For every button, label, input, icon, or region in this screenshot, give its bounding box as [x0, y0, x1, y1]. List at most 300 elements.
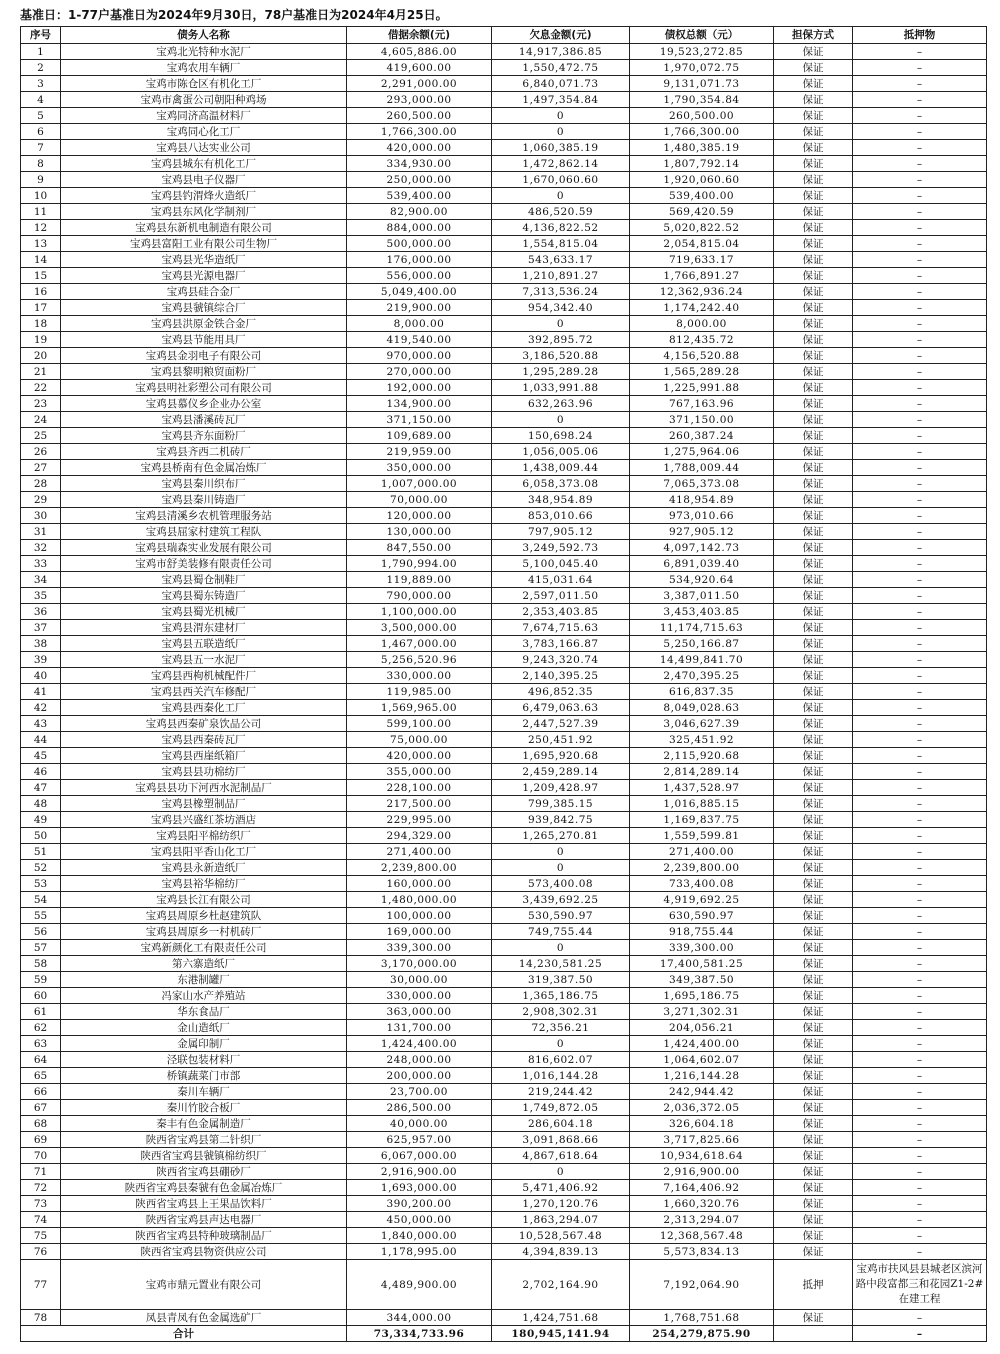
total-claim: 5,573,834.13	[630, 1244, 774, 1260]
interest-owed: 1,210,891.27	[492, 268, 630, 284]
total-claim: 339,300.00	[630, 940, 774, 956]
row-index: 26	[21, 444, 61, 460]
guarantee-method: 保证	[774, 636, 853, 652]
row-index: 37	[21, 620, 61, 636]
guarantee-method: 保证	[774, 444, 853, 460]
total-claim: 534,920.64	[630, 572, 774, 588]
interest-owed: 2,459,289.14	[492, 764, 630, 780]
table-row	[21, 332, 987, 348]
row-index: 10	[21, 188, 61, 204]
table-row	[21, 1260, 987, 1310]
table-row	[21, 1310, 987, 1326]
loan-balance: 219,900.00	[347, 300, 492, 316]
table-row	[21, 172, 987, 188]
debtor-name: 金属印制厂	[61, 1036, 347, 1052]
collateral: –	[853, 60, 987, 76]
debtor-name: 宝鸡县长江有限公司	[61, 892, 347, 908]
debtor-name: 宝鸡市舒美装修有限责任公司	[61, 556, 347, 572]
debtor-name: 宝鸡农用车辆厂	[61, 60, 347, 76]
table-row	[21, 1100, 987, 1116]
guarantee-method: 保证	[774, 92, 853, 108]
total-claim: 1,766,891.27	[630, 268, 774, 284]
table-row	[21, 844, 987, 860]
guarantee-method: 保证	[774, 508, 853, 524]
collateral: –	[853, 188, 987, 204]
collateral: –	[853, 1036, 987, 1052]
loan-balance: 500,000.00	[347, 236, 492, 252]
guarantee-method: 保证	[774, 748, 853, 764]
table-row	[21, 780, 987, 796]
debtor-name: 陕西省宝鸡县秦虢有色金属冶炼厂	[61, 1180, 347, 1196]
table-row	[21, 204, 987, 220]
debtor-name: 宝鸡县屈家村建筑工程队	[61, 524, 347, 540]
row-index: 32	[21, 540, 61, 556]
debtor-name: 宝鸡市禽蛋公司朝阳种鸡场	[61, 92, 347, 108]
table-row	[21, 572, 987, 588]
debtor-name: 泾联包装材料厂	[61, 1052, 347, 1068]
debtor-name: 宝鸡县西枸机械配件厂	[61, 668, 347, 684]
total-claim: 1,424,400.00	[630, 1036, 774, 1052]
total-claim: 7,192,064.90	[630, 1260, 774, 1310]
debtor-name: 宝鸡县渭东建材厂	[61, 620, 347, 636]
debtor-name: 宝鸡县裕华棉纺厂	[61, 876, 347, 892]
collateral: –	[853, 252, 987, 268]
total-claim: 1,920,060.60	[630, 172, 774, 188]
table-row	[21, 684, 987, 700]
collateral: –	[853, 908, 987, 924]
guarantee-method: 保证	[774, 412, 853, 428]
table-row	[21, 188, 987, 204]
debtor-name: 陕西省宝鸡县特种玻璃制品厂	[61, 1228, 347, 1244]
guarantee-method: 保证	[774, 988, 853, 1004]
row-index: 40	[21, 668, 61, 684]
collateral: –	[853, 124, 987, 140]
basis-date-note: 基准日：1-77户基准日为2024年9月30日，78户基准日为2024年4月25日。	[20, 8, 448, 22]
guarantee-method: 保证	[774, 1164, 853, 1180]
table-row	[21, 380, 987, 396]
guarantee-method: 保证	[774, 236, 853, 252]
interest-owed: 496,852.35	[492, 684, 630, 700]
guarantee-method: 保证	[774, 300, 853, 316]
total-claim: 8,000.00	[630, 316, 774, 332]
interest-owed: 1,695,920.68	[492, 748, 630, 764]
loan-balance: 23,700.00	[347, 1084, 492, 1100]
guarantee-method: 保证	[774, 540, 853, 556]
guarantee-method: 保证	[774, 156, 853, 172]
total-claim: 812,435.72	[630, 332, 774, 348]
total-claim: 1,064,602.07	[630, 1052, 774, 1068]
interest-owed: 2,447,527.39	[492, 716, 630, 732]
interest-owed: 1,016,144.28	[492, 1068, 630, 1084]
table-row	[21, 492, 987, 508]
table-row	[21, 444, 987, 460]
total-claim: 242,944.42	[630, 1084, 774, 1100]
loan-balance: 344,000.00	[347, 1310, 492, 1326]
table-row	[21, 1148, 987, 1164]
debtor-name: 陕西省宝鸡县硼砂厂	[61, 1164, 347, 1180]
table-row	[21, 508, 987, 524]
collateral: –	[853, 44, 987, 60]
collateral: –	[853, 732, 987, 748]
total-claim: 918,755.44	[630, 924, 774, 940]
guarantee-method: 保证	[774, 268, 853, 284]
loan-balance: 271,400.00	[347, 844, 492, 860]
row-index: 71	[21, 1164, 61, 1180]
loan-balance: 790,000.00	[347, 588, 492, 604]
row-index: 73	[21, 1196, 61, 1212]
loan-balance: 330,000.00	[347, 988, 492, 1004]
debtor-name: 东港制罐厂	[61, 972, 347, 988]
table-row	[21, 412, 987, 428]
debtor-name: 陕西省宝鸡县虢镇棉纺织厂	[61, 1148, 347, 1164]
row-index: 16	[21, 284, 61, 300]
row-index: 57	[21, 940, 61, 956]
total-claim: 1,225,991.88	[630, 380, 774, 396]
row-index: 36	[21, 604, 61, 620]
debt-table	[20, 26, 987, 1342]
table-row	[21, 76, 987, 92]
interest-owed: 1,550,472.75	[492, 60, 630, 76]
debtor-name: 华东食品厂	[61, 1004, 347, 1020]
collateral: –	[853, 1148, 987, 1164]
total-claim: 1,970,072.75	[630, 60, 774, 76]
guarantee-method: 保证	[774, 860, 853, 876]
guarantee-method: 保证	[774, 780, 853, 796]
guarantee-method: 保证	[774, 44, 853, 60]
debtor-name: 宝鸡县电子仪器厂	[61, 172, 347, 188]
collateral: –	[853, 444, 987, 460]
interest-owed: 286,604.18	[492, 1116, 630, 1132]
debtor-name: 宝鸡北光特种水泥厂	[61, 44, 347, 60]
loan-balance: 1,569,965.00	[347, 700, 492, 716]
interest-owed: 1,270,120.76	[492, 1196, 630, 1212]
table-row	[21, 716, 987, 732]
row-index: 27	[21, 460, 61, 476]
row-index: 7	[21, 140, 61, 156]
collateral: –	[853, 76, 987, 92]
collateral: –	[853, 700, 987, 716]
debtor-name: 宝鸡新颜化工有限责任公司	[61, 940, 347, 956]
row-index: 17	[21, 300, 61, 316]
total-claim: 1,807,792.14	[630, 156, 774, 172]
row-index: 65	[21, 1068, 61, 1084]
debtor-name: 宝鸡县秦川铸造厂	[61, 492, 347, 508]
interest-owed: 415,031.64	[492, 572, 630, 588]
collateral: –	[853, 1212, 987, 1228]
total-label: 合计	[21, 1326, 347, 1342]
loan-balance: 229,995.00	[347, 812, 492, 828]
total-claim: 1,016,885.15	[630, 796, 774, 812]
table-row	[21, 1196, 987, 1212]
table-row	[21, 892, 987, 908]
loan-balance: 1,480,000.00	[347, 892, 492, 908]
total-claim: 6,891,039.40	[630, 556, 774, 572]
table-row	[21, 908, 987, 924]
total-claim: 349,387.50	[630, 972, 774, 988]
interest-owed: 1,209,428.97	[492, 780, 630, 796]
row-index: 11	[21, 204, 61, 220]
loan-balance: 160,000.00	[347, 876, 492, 892]
collateral: –	[853, 476, 987, 492]
total-claim: 1,660,320.76	[630, 1196, 774, 1212]
collateral: –	[853, 364, 987, 380]
total-loan-balance: 73,334,733.96	[347, 1326, 492, 1342]
collateral: –	[853, 172, 987, 188]
row-index: 31	[21, 524, 61, 540]
collateral: –	[853, 684, 987, 700]
interest-owed: 0	[492, 1164, 630, 1180]
interest-owed: 0	[492, 1036, 630, 1052]
header-debtor-name: 债务人名称	[61, 27, 347, 44]
guarantee-method: 保证	[774, 732, 853, 748]
collateral: –	[853, 1004, 987, 1020]
guarantee-method: 保证	[774, 172, 853, 188]
table-row	[21, 252, 987, 268]
row-index: 24	[21, 412, 61, 428]
total-claim: 7,164,406.92	[630, 1180, 774, 1196]
table-row	[21, 604, 987, 620]
debtor-name: 宝鸡县虢镇综合厂	[61, 300, 347, 316]
interest-owed: 3,439,692.25	[492, 892, 630, 908]
interest-owed: 219,244.42	[492, 1084, 630, 1100]
table-row	[21, 1228, 987, 1244]
table-row	[21, 556, 987, 572]
row-index: 4	[21, 92, 61, 108]
guarantee-method: 保证	[774, 876, 853, 892]
row-index: 30	[21, 508, 61, 524]
debtor-name: 陕西省宝鸡县声达电器厂	[61, 1212, 347, 1228]
table-row	[21, 124, 987, 140]
debtor-name: 宝鸡县光源电器厂	[61, 268, 347, 284]
collateral: –	[853, 284, 987, 300]
loan-balance: 5,049,400.00	[347, 284, 492, 300]
interest-owed: 3,249,592.73	[492, 540, 630, 556]
collateral: –	[853, 156, 987, 172]
row-index: 47	[21, 780, 61, 796]
guarantee-method: 保证	[774, 348, 853, 364]
row-index: 13	[21, 236, 61, 252]
debtor-name: 宝鸡县瑞森实业发展有限公司	[61, 540, 347, 556]
interest-owed: 14,230,581.25	[492, 956, 630, 972]
row-index: 51	[21, 844, 61, 860]
collateral: –	[853, 1116, 987, 1132]
table-row	[21, 956, 987, 972]
debtor-name: 桥镇蔬菜门市部	[61, 1068, 347, 1084]
interest-owed: 2,702,164.90	[492, 1260, 630, 1310]
row-index: 49	[21, 812, 61, 828]
total-claim: 2,115,920.68	[630, 748, 774, 764]
table-row	[21, 1084, 987, 1100]
guarantee-method: 保证	[774, 812, 853, 828]
loan-balance: 625,957.00	[347, 1132, 492, 1148]
loan-balance: 1,424,400.00	[347, 1036, 492, 1052]
guarantee-method: 保证	[774, 1310, 853, 1326]
collateral: –	[853, 508, 987, 524]
table-row	[21, 236, 987, 252]
table-row	[21, 1004, 987, 1020]
interest-owed: 2,908,302.31	[492, 1004, 630, 1020]
total-claim: 1,565,289.28	[630, 364, 774, 380]
loan-balance: 176,000.00	[347, 252, 492, 268]
guarantee-method: 保证	[774, 764, 853, 780]
row-index: 3	[21, 76, 61, 92]
collateral: –	[853, 924, 987, 940]
collateral: –	[853, 428, 987, 444]
interest-owed: 1,554,815.04	[492, 236, 630, 252]
guarantee-method: 保证	[774, 1004, 853, 1020]
debtor-name: 宝鸡县东新机电制造有限公司	[61, 220, 347, 236]
row-index: 35	[21, 588, 61, 604]
table-row	[21, 156, 987, 172]
interest-owed: 392,895.72	[492, 332, 630, 348]
row-index: 12	[21, 220, 61, 236]
guarantee-method: 保证	[774, 364, 853, 380]
interest-owed: 1,670,060.60	[492, 172, 630, 188]
row-index: 45	[21, 748, 61, 764]
total-claim: 1,216,144.28	[630, 1068, 774, 1084]
collateral: –	[853, 1228, 987, 1244]
loan-balance: 1,100,000.00	[347, 604, 492, 620]
table-row	[21, 924, 987, 940]
total-claim: 418,954.89	[630, 492, 774, 508]
row-index: 48	[21, 796, 61, 812]
guarantee-method: 保证	[774, 284, 853, 300]
guarantee-method: 保证	[774, 1148, 853, 1164]
interest-owed: 72,356.21	[492, 1020, 630, 1036]
collateral: –	[853, 1068, 987, 1084]
guarantee-method: 保证	[774, 908, 853, 924]
loan-balance: 1,693,000.00	[347, 1180, 492, 1196]
table-row	[21, 60, 987, 76]
interest-owed: 0	[492, 844, 630, 860]
loan-balance: 134,900.00	[347, 396, 492, 412]
guarantee-method: 保证	[774, 380, 853, 396]
loan-balance: 4,605,886.00	[347, 44, 492, 60]
row-index: 20	[21, 348, 61, 364]
loan-balance: 350,000.00	[347, 460, 492, 476]
row-index: 23	[21, 396, 61, 412]
table-row	[21, 364, 987, 380]
debtor-name: 宝鸡县秦川织布厂	[61, 476, 347, 492]
collateral: –	[853, 940, 987, 956]
debtor-name: 宝鸡县蜀仓制鞋厂	[61, 572, 347, 588]
row-index: 6	[21, 124, 61, 140]
debtor-name: 宝鸡县光华造纸厂	[61, 252, 347, 268]
interest-owed: 1,033,991.88	[492, 380, 630, 396]
table-row	[21, 860, 987, 876]
total-claim: 973,010.66	[630, 508, 774, 524]
guarantee-method: 保证	[774, 188, 853, 204]
interest-owed: 1,424,751.68	[492, 1310, 630, 1326]
debtor-name: 宝鸡县西关汽车修配厂	[61, 684, 347, 700]
total-claim: 3,271,302.31	[630, 1004, 774, 1020]
collateral: –	[853, 1052, 987, 1068]
guarantee-method: 保证	[774, 572, 853, 588]
row-index: 33	[21, 556, 61, 572]
interest-owed: 9,243,320.74	[492, 652, 630, 668]
table-row	[21, 300, 987, 316]
loan-balance: 330,000.00	[347, 668, 492, 684]
collateral: –	[853, 540, 987, 556]
debtor-name: 宝鸡县西秦砖瓦厂	[61, 732, 347, 748]
debtor-name: 宝鸡县永新造纸厂	[61, 860, 347, 876]
interest-owed: 1,749,872.05	[492, 1100, 630, 1116]
collateral: –	[853, 412, 987, 428]
debtor-name: 宝鸡县西秦化工厂	[61, 700, 347, 716]
debtor-name: 陕西省宝鸡县第二针织厂	[61, 1132, 347, 1148]
total-interest-owed: 180,945,141.94	[492, 1326, 630, 1342]
total-claim: 19,523,272.85	[630, 44, 774, 60]
loan-balance: 1,007,000.00	[347, 476, 492, 492]
header-interest-owed: 欠息金额(元)	[492, 27, 630, 44]
header-loan-balance: 借据余额(元)	[347, 27, 492, 44]
interest-owed: 2,140,395.25	[492, 668, 630, 684]
debtor-name: 宝鸡县钓渭烽火造纸厂	[61, 188, 347, 204]
guarantee-method: 保证	[774, 204, 853, 220]
collateral: –	[853, 1100, 987, 1116]
interest-owed: 1,265,270.81	[492, 828, 630, 844]
debtor-name: 宝鸡县橡塑制品厂	[61, 796, 347, 812]
interest-owed: 2,597,011.50	[492, 588, 630, 604]
loan-balance: 228,100.00	[347, 780, 492, 796]
table-row	[21, 540, 987, 556]
collateral: –	[853, 892, 987, 908]
total-claim: 2,313,294.07	[630, 1212, 774, 1228]
interest-owed: 1,497,354.84	[492, 92, 630, 108]
interest-owed: 1,060,385.19	[492, 140, 630, 156]
total-claim: 271,400.00	[630, 844, 774, 860]
interest-owed: 14,917,386.85	[492, 44, 630, 60]
collateral: –	[853, 572, 987, 588]
guarantee-method: 保证	[774, 828, 853, 844]
loan-balance: 75,000.00	[347, 732, 492, 748]
guarantee-method: 保证	[774, 716, 853, 732]
interest-owed: 4,867,618.64	[492, 1148, 630, 1164]
guarantee-method: 保证	[774, 924, 853, 940]
total-claim: 1,174,242.40	[630, 300, 774, 316]
row-index: 64	[21, 1052, 61, 1068]
row-index: 44	[21, 732, 61, 748]
row-index: 66	[21, 1084, 61, 1100]
row-index: 56	[21, 924, 61, 940]
debtor-name: 宝鸡县蜀东铸造厂	[61, 588, 347, 604]
total-claim: 4,919,692.25	[630, 892, 774, 908]
row-index: 72	[21, 1180, 61, 1196]
row-index: 25	[21, 428, 61, 444]
table-row	[21, 524, 987, 540]
guarantee-method: 保证	[774, 700, 853, 716]
total-claim: 2,470,395.25	[630, 668, 774, 684]
table-row	[21, 652, 987, 668]
loan-balance: 363,000.00	[347, 1004, 492, 1020]
guarantee-method: 保证	[774, 220, 853, 236]
table-row	[21, 876, 987, 892]
total-claim: 2,814,289.14	[630, 764, 774, 780]
interest-owed: 6,840,071.73	[492, 76, 630, 92]
table-row	[21, 268, 987, 284]
loan-balance: 70,000.00	[347, 492, 492, 508]
row-index: 5	[21, 108, 61, 124]
collateral: –	[853, 956, 987, 972]
debtor-name: 宝鸡县兴盛红茶坊酒店	[61, 812, 347, 828]
loan-balance: 2,239,800.00	[347, 860, 492, 876]
row-index: 39	[21, 652, 61, 668]
collateral: –	[853, 636, 987, 652]
row-index: 53	[21, 876, 61, 892]
interest-owed: 4,136,822.52	[492, 220, 630, 236]
row-index: 41	[21, 684, 61, 700]
guarantee-method: 保证	[774, 940, 853, 956]
